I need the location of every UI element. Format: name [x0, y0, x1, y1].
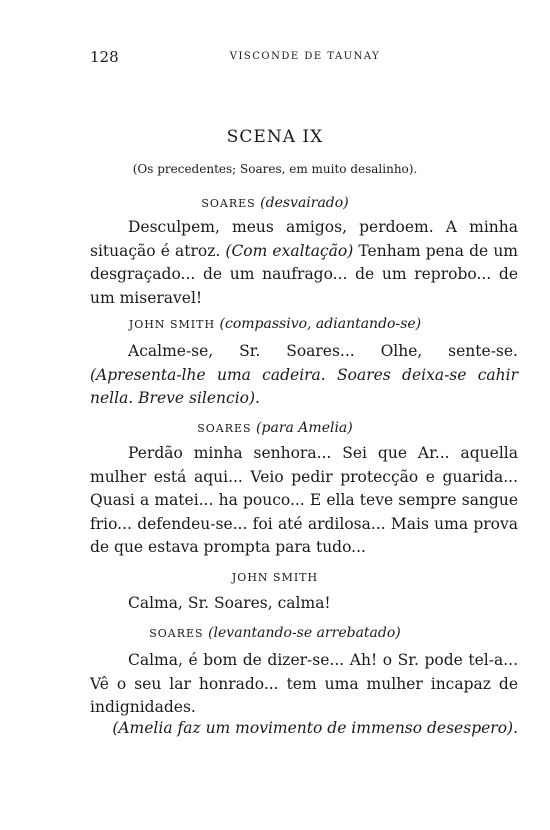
- speaker-direction: (desvairado): [260, 195, 349, 211]
- speaker-name: JOHN SMITH: [231, 571, 319, 584]
- closing-stage-direction: (Amelia faz um movimento de immenso desespero).: [112, 719, 518, 737]
- speaker-name: SOARES: [197, 422, 252, 435]
- inline-stage-direction: (Apresenta-lhe uma cadeira. Soares deixa-se cahir nella. Breve silencio).: [90, 365, 518, 407]
- speech-paragraph: [90, 340, 518, 411]
- speech-paragraph: [90, 442, 518, 560]
- speaker-heading: [0, 625, 550, 641]
- speaker-name: SOARES: [149, 627, 204, 640]
- page-header: [90, 48, 520, 68]
- speaker-heading: [0, 420, 550, 436]
- speaker-direction: (para Amelia): [256, 420, 353, 436]
- speaker-name: JOHN SMITH: [128, 318, 216, 331]
- speech-paragraph: [90, 649, 518, 720]
- speaker-heading: [0, 195, 550, 211]
- inline-stage-direction: (Com exaltação): [225, 241, 354, 260]
- scene-stage-direction: (Os precedentes; Soares, em muito desalinho).: [132, 162, 418, 176]
- speech-text: Calma, é bom de dizer-se... Ah! o Sr. pode tel-a... Vê o seu lar honrado... tem uma mulher incapaz de indignidades.: [90, 651, 518, 716]
- speech-text: Tenham pena de um desgraçado... de um naufrago... de um reprobo... de um miseravel!: [90, 241, 518, 307]
- speaker-name: SOARES: [201, 197, 256, 210]
- speech-paragraph: [90, 216, 518, 310]
- speech-text: Perdão minha senhora... Sei que Ar... aquella mulher está aqui... Veio pedir protecção e guarida... Quasi a matei... ha pouco... E ella teve sempre sangue frio... defendeu-se... foi até ardilosa... Mais uma prova de que estava prompta para tudo...: [90, 444, 518, 556]
- speech-paragraph: [90, 592, 518, 616]
- speaker-heading: [0, 316, 550, 332]
- page-number: 128: [90, 48, 119, 66]
- speaker-heading: [0, 569, 550, 585]
- speaker-direction: (compassivo, adiantando-se): [219, 316, 422, 332]
- speech-text: Calma, Sr. Soares, calma!: [128, 594, 331, 612]
- speech-text: Desculpem, meus amigos, perdoem. A minha situação é atroz.: [90, 218, 518, 260]
- speech-text: Acalme-se, Sr. Soares... Olhe, sente-se.: [128, 342, 518, 360]
- speaker-direction: (levantando-se arrebatado): [208, 625, 401, 641]
- scene-title: SCENA IX: [226, 127, 324, 147]
- running-title: VISCONDE DE TAUNAY: [229, 51, 381, 62]
